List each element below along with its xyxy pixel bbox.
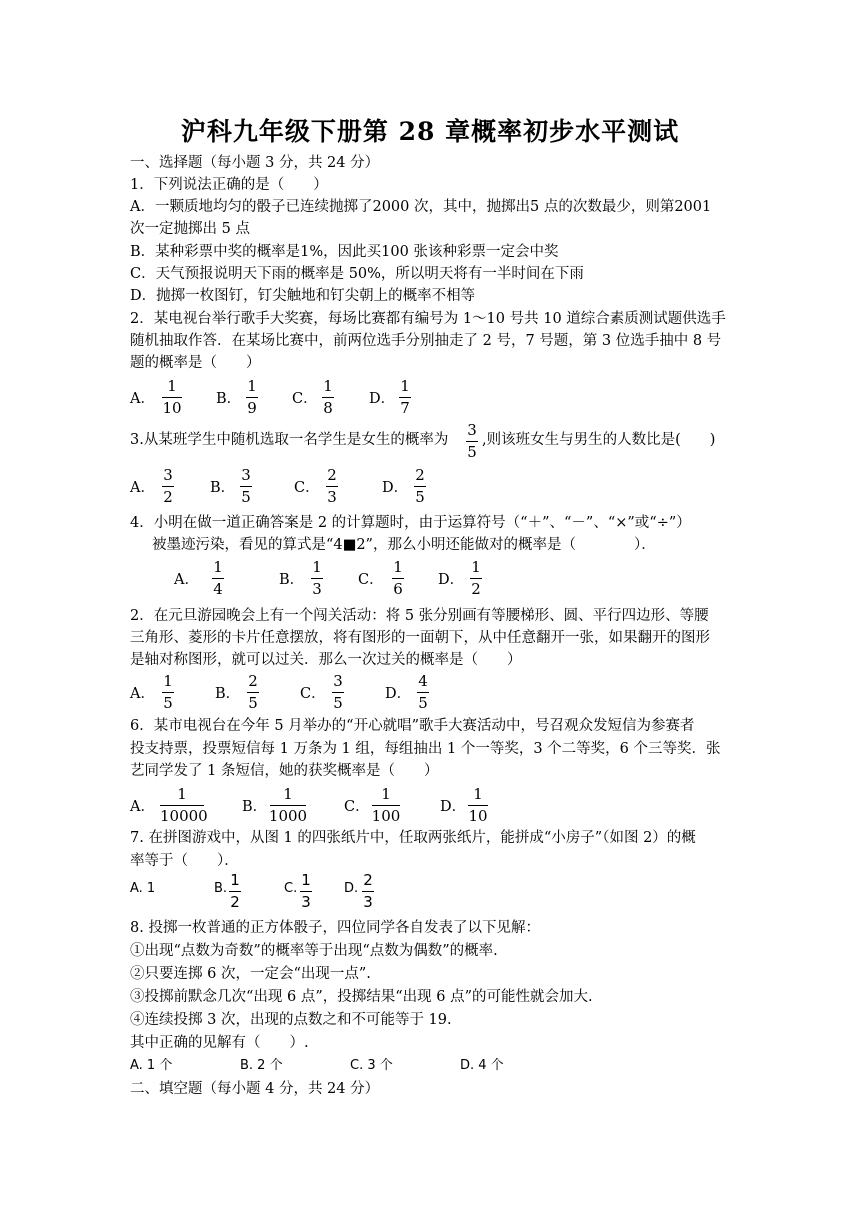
option-label: A． <box>130 391 155 407</box>
q1-option-b: B．某种彩票中奖的概率是1%，因此买100 张该种彩票一定会中奖 <box>130 244 559 260</box>
q4-stem-line1: 4．小明在做一道正确答案是 2 的计算题时，由于运算符号（“＋”、“－”、“×”或“÷”） <box>130 515 691 531</box>
q7-stem-line1: 7. 在拼图游戏中，从图 1 的四张纸片中，任取两张纸片，能拼成“小房子”（如图 2）的概 <box>130 830 696 846</box>
denominator: 5 <box>418 694 428 712</box>
denominator: 3 <box>363 893 373 911</box>
denominator: 4 <box>213 580 223 598</box>
q7-stem-line2: 率等于（ ）． <box>130 853 239 869</box>
option-label: C． <box>292 391 318 407</box>
q6-stem-line3: 艺同学发了 1 条短信，她的获奖概率是（ ） <box>130 763 439 779</box>
q8-option-c: C. 3 个 <box>350 1058 393 1073</box>
denominator: 3 <box>327 488 337 506</box>
denominator: 2 <box>230 893 240 911</box>
numerator: 1 <box>473 785 483 803</box>
denominator: 5 <box>248 694 258 712</box>
numerator: 1 <box>213 558 223 576</box>
q6-stem-line1: 6．某市电视台在今年 5 月举办的“开心就唱”歌手大赛活动中，号召观众发短信为参赛者 <box>130 718 695 734</box>
option-label: D． <box>382 480 409 496</box>
option-label: C． <box>300 686 326 702</box>
q5-stem-line1: 2．在元旦游园晚会上有一个闯关活动：将 5 张分别画有等腰梯形、圆、平行四边形、等腰 <box>130 608 709 624</box>
numerator: 1 <box>230 871 240 889</box>
q8-statement-3: ③投掷前默念几次“出现 6 点”，投掷结果“出现 6 点”的可能性就会加大. <box>130 989 593 1005</box>
q8-option-a: A. 1 个 <box>130 1058 173 1073</box>
section-heading-choice: 一、选择题（每小题 3 分，共 24 分） <box>130 155 380 171</box>
option-label: B． <box>215 686 241 702</box>
option-label: D． <box>385 686 412 702</box>
denominator: 7 <box>400 399 410 417</box>
denominator: 10000 <box>160 807 208 825</box>
q2-stem-line1: 2．某电视台举行歌手大奖赛，每场比赛都有编号为 1～10 号共 10 道综合素质测试题供选手 <box>130 311 726 327</box>
numerator: 1 <box>312 558 322 576</box>
numerator: 2 <box>248 672 258 690</box>
option-label: C． <box>344 799 370 815</box>
numerator: 1 <box>323 377 333 395</box>
q8-stem: 8. 投掷一枚普通的正方体骰子，四位同学各自发表了以下见解： <box>130 920 540 936</box>
q8-statement-1: ①出现“点数为奇数”的概率等于出现“点数为偶数”的概率. <box>130 943 498 959</box>
numerator: 1 <box>381 785 391 803</box>
denominator: 5 <box>415 488 425 506</box>
denominator: 100 <box>371 807 401 825</box>
option-label: A. 1 <box>130 881 156 896</box>
q2-stem-line2: 随机抽取作答．在某场比赛中，前两位选手分别抽走了 2 号，7 号题，第 3 位选手抽中 8 号 <box>130 333 722 349</box>
denominator: 5 <box>467 443 477 461</box>
denominator: 8 <box>323 399 333 417</box>
option-label: B. <box>214 881 228 896</box>
option-label: B． <box>210 480 236 496</box>
numerator: 1 <box>471 558 481 576</box>
denominator: 9 <box>247 399 257 417</box>
denominator: 2 <box>163 488 173 506</box>
option-label: D． <box>369 391 396 407</box>
q8-statement-4: ④连续投掷 3 次，出现的点数之和不可能等于 19. <box>130 1012 452 1028</box>
numerator: 1 <box>283 785 293 803</box>
q3-stem-post: ,则该班女生与男生的人数比是( ) <box>482 432 716 448</box>
denominator: 3 <box>301 893 311 911</box>
option-label: D. <box>344 881 359 896</box>
q5-stem-line3: 是轴对称图形，就可以过关．那么一次过关的概率是（ ） <box>130 652 522 668</box>
q3-stem-fraction <box>464 420 480 464</box>
option-label: A． <box>174 572 199 588</box>
numerator: 3 <box>467 421 477 439</box>
numerator: 3 <box>241 466 251 484</box>
option-label: D． <box>438 572 465 588</box>
q8-statement-2: ②只要连掷 6 次，一定会“出现一点”. <box>130 966 371 982</box>
denominator: 10 <box>468 807 488 825</box>
q8-option-d: D. 4 个 <box>460 1058 504 1073</box>
option-label: A． <box>130 686 155 702</box>
numerator: 2 <box>363 871 373 889</box>
q1-stem: 1．下列说法正确的是（ ） <box>130 177 328 193</box>
option-label: C． <box>358 572 384 588</box>
numerator: 1 <box>400 377 410 395</box>
option-label: D． <box>440 799 467 815</box>
denominator: 3 <box>312 580 322 598</box>
q1-option-d: D．抛掷一枚图钉，钉尖触地和钉尖朝上的概率不相等 <box>130 288 476 304</box>
q6-stem-line2: 投支持票，投票短信每 1 万条为 1 组，每组抽出 1 个一等奖，3 个二等奖，6 个三等奖．张 <box>130 741 721 757</box>
numerator: 3 <box>333 672 343 690</box>
denominator: 5 <box>163 694 173 712</box>
section-heading-fill: 二、填空题（每小题 4 分，共 24 分） <box>130 1081 380 1097</box>
numerator: 1 <box>393 558 403 576</box>
q1-option-a-cont: 次一定抛掷出 5 点 <box>130 221 250 237</box>
q1-option-c: C．天气预报说明天下雨的概率是 50%，所以明天将有一半时间在下雨 <box>130 266 584 282</box>
denominator: 5 <box>241 488 251 506</box>
denominator: 5 <box>333 694 343 712</box>
q4-stem-line2: 被墨迹污染，看见的算式是“4■2”，那么小明还能做对的概率是（ ）． <box>152 537 656 553</box>
q3-stem-pre: 3.从某班学生中随机选取一名学生是女生的概率为 <box>130 432 449 448</box>
denominator: 2 <box>471 580 481 598</box>
denominator: 6 <box>393 580 403 598</box>
option-label: A． <box>130 480 155 496</box>
denominator: 1000 <box>268 807 308 825</box>
numerator: 4 <box>418 672 428 690</box>
option-label: B． <box>279 572 305 588</box>
q8-option-b: B. 2 个 <box>240 1058 283 1073</box>
denominator: 10 <box>162 399 182 417</box>
page-title: 沪科九年级下册第 28 章概率初步水平测试 <box>180 117 680 146</box>
option-label: B． <box>216 391 242 407</box>
numerator: 1 <box>167 377 177 395</box>
q2-stem-line3: 题的概率是（ ） <box>130 355 261 371</box>
numerator: 1 <box>247 377 257 395</box>
numerator: 1 <box>301 871 311 889</box>
option-label: A． <box>130 799 155 815</box>
numerator: 3 <box>163 466 173 484</box>
option-label: C. <box>284 881 298 896</box>
numerator: 1 <box>163 672 173 690</box>
numerator: 2 <box>415 466 425 484</box>
option-label: C． <box>294 480 320 496</box>
option-label: B． <box>242 799 268 815</box>
numerator: 2 <box>327 466 337 484</box>
q1-option-a: A．一颗质地均匀的骰子已连续抛掷了2000 次，其中，抛掷出5 点的次数最少，则第2001 <box>130 199 712 215</box>
q8-question: 其中正确的见解有（ ）. <box>130 1035 309 1051</box>
numerator: 1 <box>177 785 187 803</box>
q5-stem-line2: 三角形、菱形的卡片任意摆放，将有图形的一面朝下，从中任意翻开一张，如果翻开的图形 <box>130 630 710 646</box>
